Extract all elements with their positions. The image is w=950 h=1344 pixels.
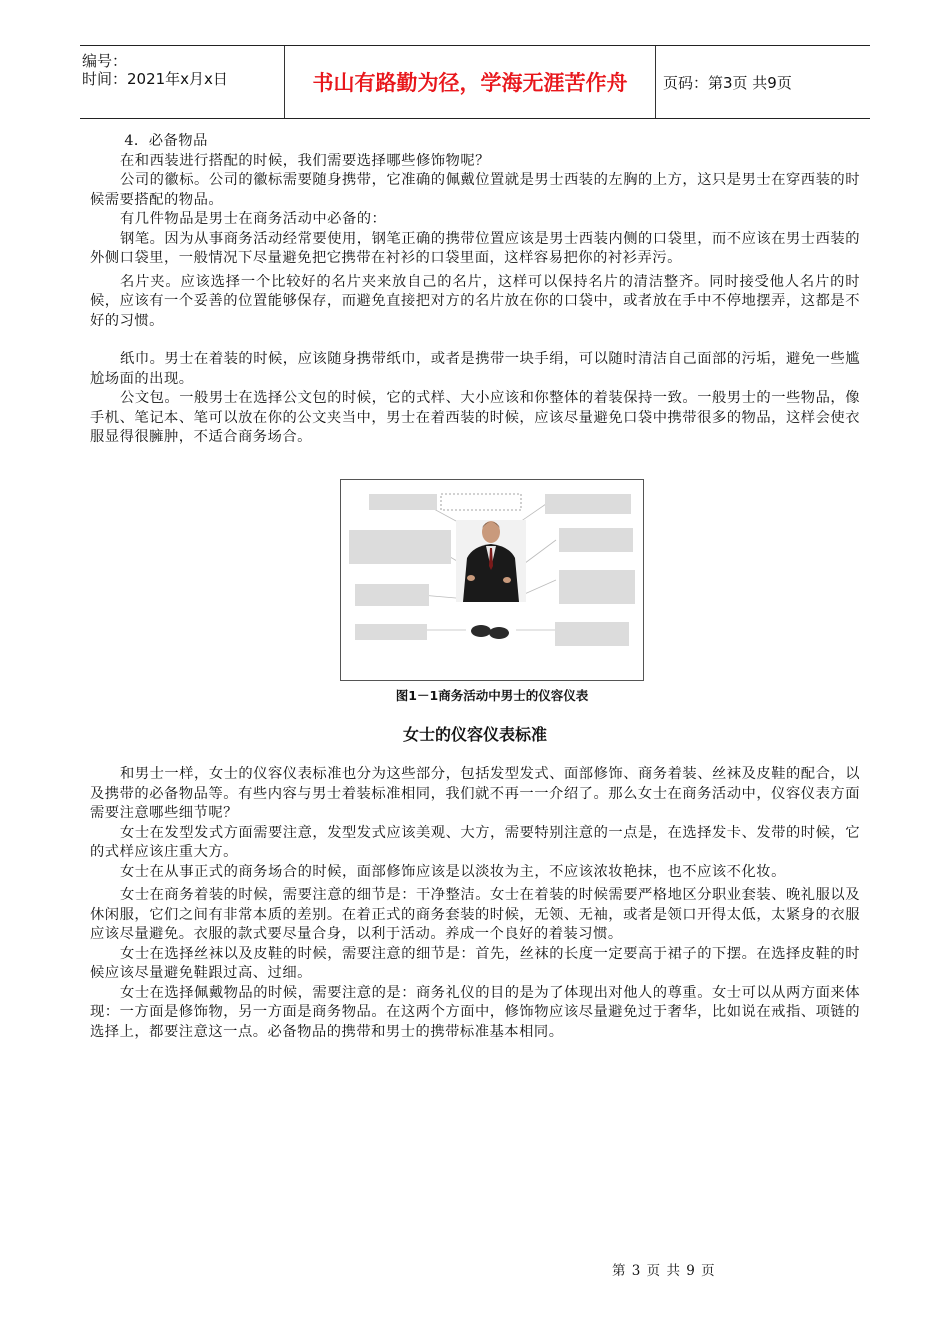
paragraph: 钢笔。因为从事商务活动经常要使用，钢笔正确的携带位置应该是男士西装内侧的口袋里，而不应该在男士西装的外侧口袋里，一般情况下尽量避免把它携带在衬衫的口袋里面，这样容易把你的衬衫弄污。	[90, 230, 860, 266]
document-date-label: 时间：2021年x月x日	[82, 70, 228, 88]
document-number-label: 编号：	[82, 52, 128, 70]
figure-label-box	[559, 570, 635, 604]
paragraph: 名片夹。应该选择一个比较好的名片夹来放自己的名片，这样可以保持名片的清洁整齐。同时接受他人名片的时候，应该有一个妥善的位置能够保存，而避免直接把对方的名片放在你的口袋中，或者放在手中不停地摆弄，这都是不好的习惯。	[90, 273, 860, 329]
paragraph: 纸巾。男士在着装的时候，应该随身携带纸巾，或者是携带一块手绢，可以随时清洁自己面部的污垢，避免一些尴尬场面的出现。	[90, 351, 860, 387]
paragraph: 女士在发型发式方面需要注意，发型发式应该美观、大方，需要特别注意的一点是，在选择发卡、发带的时候，它的式样应该庄重大方。	[90, 824, 860, 860]
section-essentials	[90, 132, 860, 448]
paragraph: 和男士一样，女士的仪容仪表标准也分为这些部分，包括发型发式、面部修饰、商务着装、丝袜及皮鞋的配合，以及携带的必备物品等。有些内容与男士着装标准相同，我们就不再一一介绍了。那么女士在商务活动中，仪容仪表方面需要注意哪些细节呢？	[90, 766, 860, 821]
paragraph: 女士在选择丝袜以及皮鞋的时候，需要注意的细节是：首先，丝袜的长度一定要高于裙子的下摆。在选择皮鞋的时候应该尽量避免鞋跟过高、过细。	[90, 945, 860, 981]
figure-caption: 图1－1商务活动中男士的仪容仪表	[395, 688, 589, 703]
figure-label-box	[559, 528, 633, 552]
figure-label-box	[355, 624, 427, 640]
figure-illustration	[340, 479, 644, 681]
paragraph: 女士在商务着装的时候，需要注意的细节是：干净整洁。女士在着装的时候需要严格地区分职业套装、晚礼服以及休闲服，它们之间有非常本质的差别。在着正式的商务套装的时候，无领、无袖，或者是领口开得太低，太紧身的衣服应该尽量避免。衣服的款式要尽量合身，以利于活动。养成一个良好的着装习惯。	[90, 887, 860, 942]
figure-label-box	[349, 530, 451, 564]
header-motto: 书山有路勤为径，学海无涯苦作舟	[285, 46, 656, 118]
paragraph: 在和西装进行搭配的时候，我们需要选择哪些修饰物呢？	[120, 152, 490, 169]
paragraph: 公司的徽标。公司的徽标需要随身携带，它准确的佩戴位置就是男士西装的左胸的上方，这只是男士在穿西装的时候需要搭配的物品。	[90, 172, 860, 208]
figure-label-box	[555, 622, 629, 646]
figure-label-box	[545, 494, 631, 514]
section-title: 女士的仪容仪表标准	[402, 725, 547, 744]
section-heading: 4．必备物品	[124, 133, 208, 149]
paragraph: 公文包。一般男士在选择公文包的时候，它的式样、大小应该和你整体的着装保持一致。一般男士的一些物品，像手机、笔记本、笔可以放在你的公文夹当中，男士在着西装的时候，应该尽量避免口袋中携带很多的物品，这样会使衣服显得很臃肿，不适合商务场合。	[90, 390, 860, 445]
paragraph: 女士在选择佩戴物品的时候，需要注意的是：商务礼仪的目的是为了体现出对他人的尊重。女士可以从两方面来体现：一方面是修饰物，另一方面是商务物品。在这两个方面中，修饰物应该尽量避免过于奢华，比如说在戒指、项链的选择上，都要注意这一点。必备物品的携带和男士的携带标准基本相同。	[90, 984, 860, 1040]
figure-label-box	[369, 494, 437, 510]
paragraph: 有几件物品是男士在商务活动中必备的：	[120, 211, 387, 227]
section-women-standards	[90, 765, 860, 1042]
page-header	[80, 45, 870, 119]
figure-label-box	[355, 584, 429, 606]
paragraph: 女士在从事正式的商务场合的时候，面部修饰应该是以淡妆为主，不应该浓妆艳抹，也不应该不化妆。	[120, 863, 786, 880]
header-meta	[80, 46, 285, 118]
header-page-info: 页码：第3页 共9页	[663, 73, 792, 92]
page-footer: 第 3 页 共 9 页	[612, 1263, 716, 1279]
